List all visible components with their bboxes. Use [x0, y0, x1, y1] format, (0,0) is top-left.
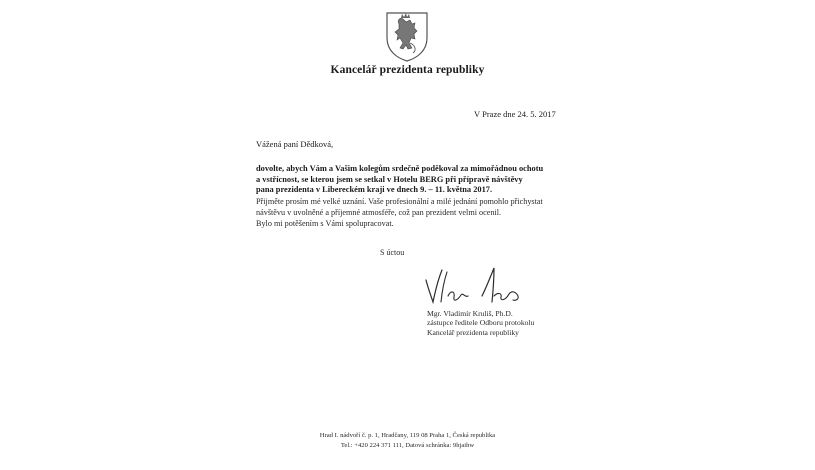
thanks-line-2: a vstřícnost, se kterou jsem se setkal v Hotelu BERG při přípravě návštěvy	[256, 174, 523, 184]
thanks-paragraph	[256, 164, 561, 196]
footer-address: Hrad I. nádvoří č. p. 1, Hradčany, 119 08 Praha 1, Česká republika	[319, 432, 496, 439]
pleasure-paragraph: Bylo mi potěšením s Vámi spolupracovat.	[256, 219, 394, 228]
salutation: Vážená paní Dědková,	[256, 139, 334, 149]
footer-contact: Tel.: +420 224 371 111, Datová schránka: 9hjaihw	[340, 442, 475, 449]
appreciation-line-1: Přijměte prosím mé velké uznání. Vaše profesionální a milé jednání pomohlo přichystat	[256, 197, 543, 206]
letter-footer	[0, 431, 815, 451]
signer-office: Kancelář prezidenta republiky	[427, 327, 519, 337]
office-name-heading: Kancelář prezidenta republiky	[330, 64, 485, 76]
appreciation-line-2: návštěvu v uvolněné a příjemné atmosféře, což pan prezident velmi ocenil.	[256, 207, 502, 217]
closing: S úctou	[380, 248, 405, 257]
signer-name: Mgr. Vladimír Kruliš, Ph.D.	[427, 309, 513, 318]
state-emblem-icon	[384, 10, 430, 62]
signer-role: zástupce ředitele Odboru protokolu	[427, 318, 535, 328]
thanks-line-1: dovolte, abych Vám a Vašim kolegům srdečně poděkoval za mimořádnou ochotu	[256, 164, 544, 173]
thanks-line-3: pana prezidenta v Libereckém kraji ve dnech 9. – 11. května 2017.	[256, 185, 493, 195]
handwritten-signature	[424, 266, 524, 308]
appreciation-paragraph	[256, 197, 561, 218]
signature-block	[427, 309, 534, 337]
place-date: V Praze dne 24. 5. 2017	[474, 109, 556, 119]
